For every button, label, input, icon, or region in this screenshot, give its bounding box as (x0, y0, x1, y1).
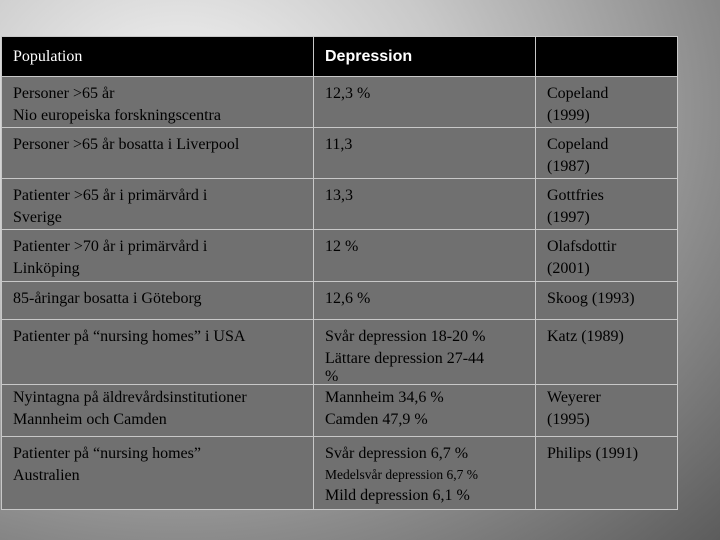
cell-text-line: Personer >65 år bosatta i Liverpool (13, 136, 240, 153)
cell-text-line: Patienter >70 år i primärvård i (13, 238, 208, 255)
table-row (2, 77, 678, 128)
cell-text-line: Australien (13, 467, 80, 484)
cell-text-line: 12,3 % (325, 85, 371, 102)
source-cell (536, 179, 678, 230)
header-depression: Depression (314, 37, 536, 77)
source-cell (536, 282, 678, 320)
cell-text-line: 12,6 % (325, 290, 371, 307)
depression-cell (314, 282, 536, 320)
cell-text-line: Sverige (13, 209, 62, 226)
cell-text-line: Olafsdottir (547, 238, 617, 255)
population-cell (2, 77, 314, 128)
source-cell (536, 385, 678, 437)
cell-text-line: (1999) (547, 107, 590, 124)
source-cell (536, 230, 678, 282)
cell-text-line: 12 % (325, 238, 359, 255)
depression-cell (314, 385, 536, 437)
source-cell (536, 77, 678, 128)
cell-text-line: 13,3 (325, 187, 353, 204)
population-cell (2, 128, 314, 179)
cell-text-line: Mannheim 34,6 % (325, 389, 444, 406)
depression-cell (314, 437, 536, 510)
cell-text-line: Mild depression 6,1 % (325, 487, 470, 504)
population-cell (2, 385, 314, 437)
cell-text-line: Svår depression 18-20 % (325, 328, 486, 345)
cell-text-line: Linköping (13, 260, 80, 277)
header-population: Population (2, 37, 314, 77)
table-row (2, 128, 678, 179)
population-cell (2, 320, 314, 385)
table-row (2, 385, 678, 437)
depression-cell (314, 230, 536, 282)
cell-text-line: Weyerer (547, 389, 601, 406)
table-header-row (2, 37, 678, 77)
cell-text-line: Patienter >65 år i primärvård i (13, 187, 208, 204)
cell-text-line: (1995) (547, 411, 590, 428)
depression-prevalence-table (1, 36, 678, 510)
cell-text-line: Patienter på “nursing homes” i USA (13, 328, 246, 345)
cell-text-line: (1997) (547, 209, 590, 226)
cell-text-line: Philips (1991) (547, 445, 639, 462)
source-cell (536, 437, 678, 510)
cell-text-line: Copeland (547, 136, 609, 153)
cell-text-line: Gottfries (547, 187, 604, 204)
cell-text-line: Copeland (547, 85, 609, 102)
cell-text-line: % (325, 368, 339, 385)
cell-text-line: Nio europeiska forskningscentra (13, 107, 221, 124)
depression-cell (314, 77, 536, 128)
source-cell (536, 128, 678, 179)
cell-text-line: Medelsvår depression 6,7 % (325, 467, 478, 482)
cell-text-line: Personer >65 år (13, 85, 115, 102)
cell-text-line: (1987) (547, 158, 590, 175)
cell-text-line: (2001) (547, 260, 590, 277)
cell-text-line: 11,3 (325, 136, 353, 153)
cell-text-line: Camden 47,9 % (325, 411, 428, 428)
table-row (2, 320, 678, 385)
header-source (536, 37, 678, 77)
table-row (2, 282, 678, 320)
source-cell (536, 320, 678, 385)
depression-cell (314, 128, 536, 179)
cell-text-line: Svår depression 6,7 % (325, 445, 469, 462)
cell-text-line: 85-åringar bosatta i Göteborg (13, 290, 202, 307)
cell-text-line: Mannheim och Camden (13, 411, 167, 428)
cell-text-line: Nyintagna på äldrevårdsinstitutioner (13, 389, 247, 406)
table-row (2, 230, 678, 282)
population-cell (2, 437, 314, 510)
table-row (2, 179, 678, 230)
cell-text-line: Lättare depression 27-44 (325, 350, 485, 367)
population-cell (2, 230, 314, 282)
cell-text-line: Skoog (1993) (547, 290, 635, 307)
table-row (2, 437, 678, 510)
cell-text-line: Patienter på “nursing homes” (13, 445, 201, 462)
population-cell (2, 282, 314, 320)
depression-cell (314, 179, 536, 230)
cell-text-line: Katz (1989) (547, 328, 624, 345)
depression-cell (314, 320, 536, 385)
population-cell (2, 179, 314, 230)
